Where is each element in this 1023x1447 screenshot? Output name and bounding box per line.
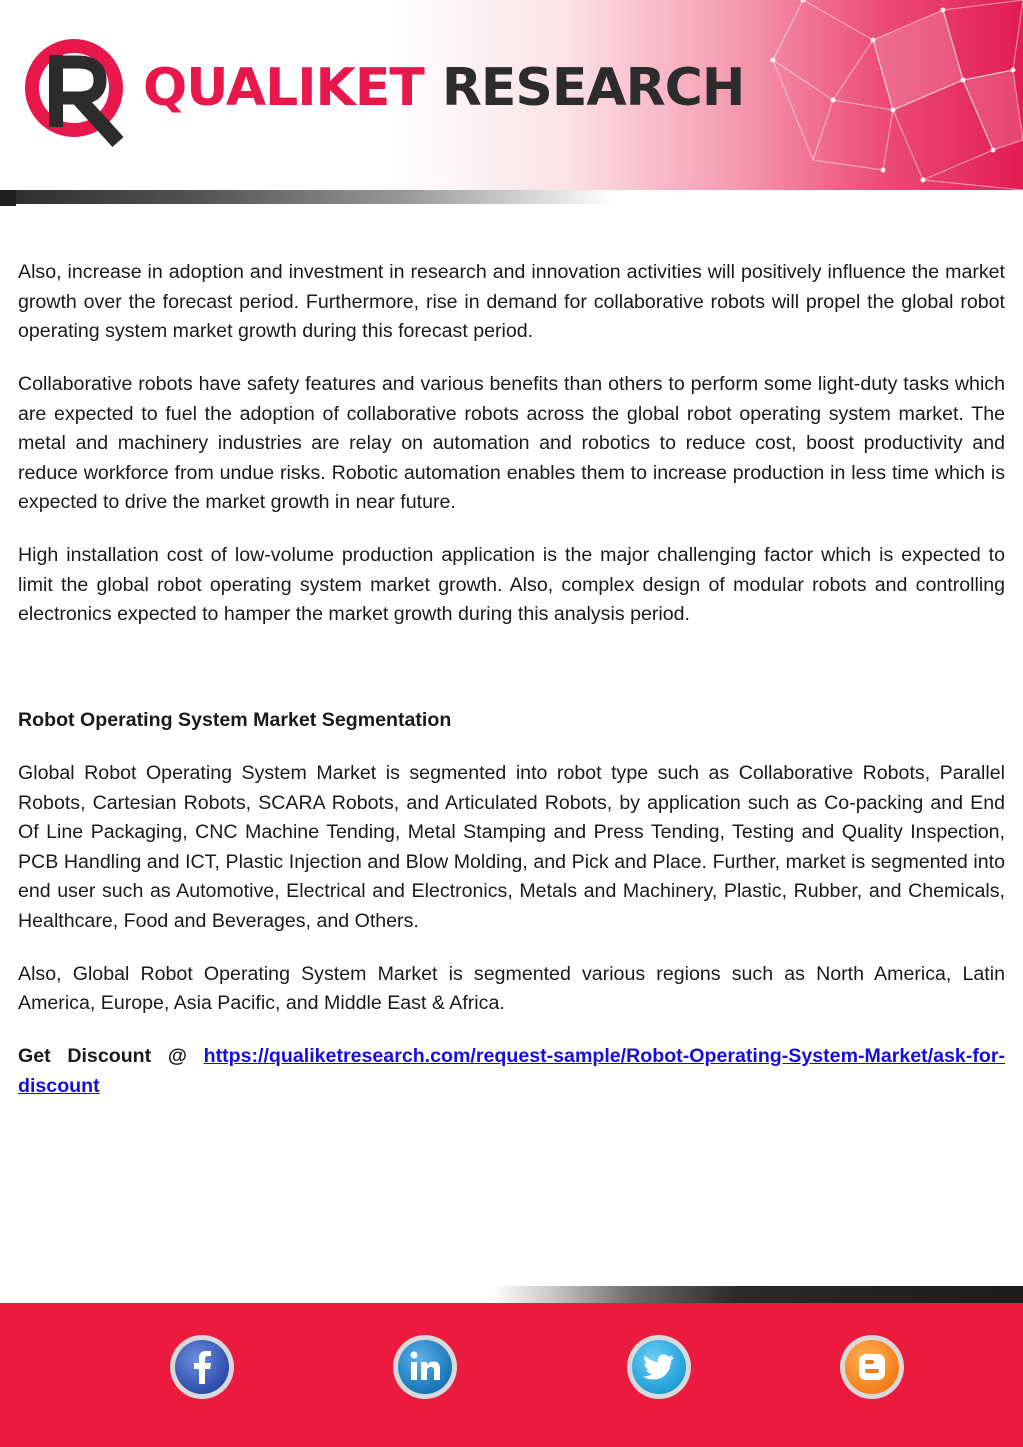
twitter-icon[interactable] [626, 1334, 692, 1400]
section-spacer [18, 653, 1005, 706]
blogger-icon[interactable] [839, 1334, 905, 1400]
footer-divider [0, 1286, 1023, 1303]
document-body [18, 258, 1005, 1125]
brand-word-qualiket: QUALIKET [143, 58, 424, 118]
brand-name [143, 58, 745, 118]
header-divider [0, 190, 1023, 204]
page-footer [0, 1303, 1023, 1447]
linkedin-icon[interactable] [392, 1334, 458, 1400]
paragraph-collaborative-robots: Collaborative robots have safety features and various benefits than others to perform some light-duty tasks which are expected to fuel the adoption of collaborative robots across the global robot operating system market. The metal and machinery industries are relay on automation and robotics to reduce cost, boost productivity and reduce workforce from undue risks. Robotic automation enables them to increase production in less time which is expected to drive the market growth in near future. [18, 373, 1005, 513]
section-heading: Robot Operating System Market Segmentation [18, 709, 452, 731]
facebook-icon[interactable] [169, 1334, 235, 1400]
header-divider-notch [0, 190, 16, 206]
qualiket-logo-icon [22, 34, 132, 148]
paragraph-segmentation: Global Robot Operating System Market is segmented into robot type such as Collaborative Robots, Parallel Robots, Cartesian Robots, SCARA Robots, and Articulated Robots, by application such as Co-packing and End Of Line Packaging, CNC Machine Tending, Metal Stamping and Press Tending, Testing and Quality Inspection, PCB Handling and ICT, Plastic Injection and Blow Molding, and Pick and Place. Further, market is segmented into end user such as Automotive, Electrical and Electronics, Metals and Machinery, Plastic, Rubber, and Chemicals, Healthcare, Food and Beverages, and Others. [18, 762, 1005, 932]
paragraph-challenges: High installation cost of low-volume production application is the major challenging factor which is expected to limit the global robot operating system market growth. Also, complex design of modular robots and controlling electronics expected to hamper the market growth during this analysis period. [18, 544, 1005, 625]
paragraph-adoption: Also, increase in adoption and investment in research and innovation activities will positively influence the market growth over the forecast period. Furthermore, rise in demand for collaborative robots will propel the global robot operating system market growth during this forecast period. [18, 261, 1005, 342]
geometric-pattern [763, 0, 1023, 190]
page-header [0, 0, 1023, 190]
discount-link[interactable]: https://qualiketresearch.com/request-sample/Robot-Operating-System-Market/ask-for-discount [18, 1045, 1005, 1097]
brand-word-research: RESEARCH [441, 58, 745, 118]
discount-label: Get Discount @ [18, 1045, 187, 1067]
paragraph-regions: Also, Global Robot Operating System Market is segmented various regions such as North America, Latin America, Europe, Asia Pacific, and Middle East & Africa. [18, 962, 1005, 1014]
discount-cta [18, 1042, 1005, 1101]
